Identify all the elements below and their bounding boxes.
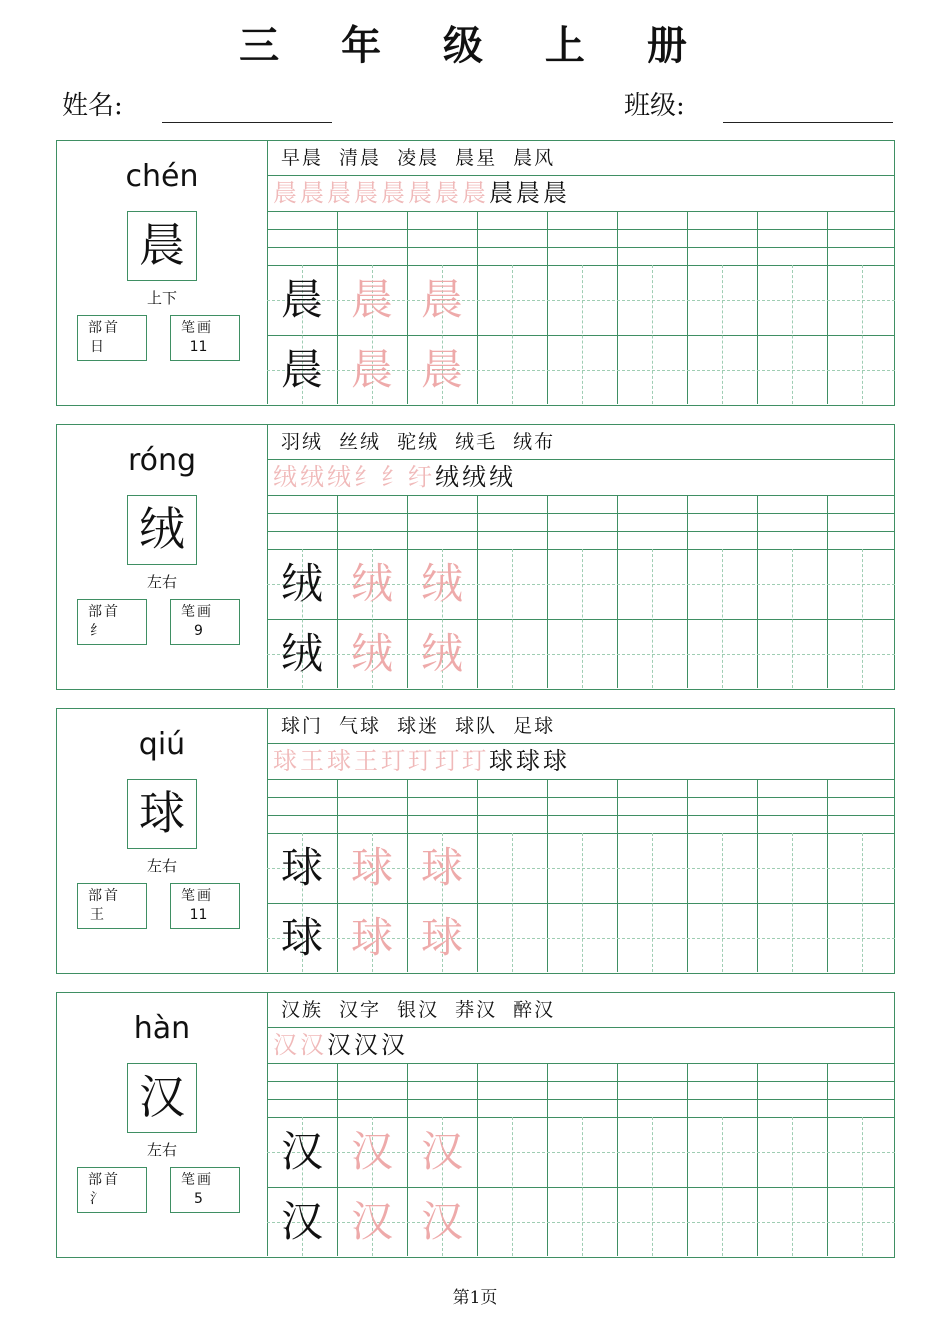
stroke-step: 球 (489, 747, 516, 775)
practice-grid (267, 425, 895, 688)
character-block-4 (56, 992, 895, 1258)
class-line[interactable] (723, 122, 893, 123)
stroke-count-label: 笔画 (181, 320, 213, 336)
practice-grid (267, 993, 895, 1256)
stroke-order (273, 461, 516, 493)
structure-label: 左右 (146, 857, 177, 875)
stroke-count-box (170, 883, 240, 929)
stroke-step: 汉 (300, 1031, 327, 1059)
stroke-count-value: 5 (194, 1191, 203, 1207)
stroke-step: 晨 (381, 179, 408, 207)
character-info-panel (57, 993, 268, 1256)
model-cell: 汉 (280, 1197, 323, 1246)
stroke-step: 王 (354, 747, 381, 775)
stroke-step: 绒 (300, 463, 327, 491)
stroke-step: 玎 (435, 747, 462, 775)
pinyin: hàn (133, 1011, 191, 1046)
radical-value: 氵 (90, 1191, 104, 1207)
stroke-order (273, 1029, 408, 1061)
stroke-step: 纡 (408, 463, 435, 491)
word-list: 羽绒 丝绒 驼绒 绒毛 绒布 (281, 431, 556, 453)
structure-label: 左右 (146, 573, 177, 591)
character-block-3 (56, 708, 895, 974)
stroke-step: 绒 (435, 463, 462, 491)
stroke-step: 晨 (543, 179, 570, 207)
trace-cell[interactable]: 绒 (420, 629, 463, 678)
model-character: 球 (127, 779, 197, 849)
radical-value: 王 (90, 907, 104, 923)
trace-cell[interactable]: 汉 (420, 1197, 463, 1246)
stroke-order (273, 745, 570, 777)
trace-cell[interactable]: 绒 (420, 559, 463, 608)
model-cell: 晨 (280, 275, 323, 324)
stroke-step: 玎 (408, 747, 435, 775)
trace-cell[interactable]: 球 (350, 843, 393, 892)
radical-box (77, 599, 147, 645)
stroke-step: 晨 (327, 179, 354, 207)
character-info-panel (57, 141, 268, 404)
radical-label: 部首 (88, 604, 120, 620)
radical-box (77, 315, 147, 361)
trace-cell[interactable]: 球 (420, 843, 463, 892)
word-list: 早晨 清晨 凌晨 晨星 晨风 (281, 147, 556, 169)
stroke-step: 玎 (381, 747, 408, 775)
stroke-step: 晨 (273, 179, 300, 207)
trace-cell[interactable]: 晨 (420, 345, 463, 394)
radical-label: 部首 (88, 1172, 120, 1188)
trace-cell[interactable]: 绒 (350, 629, 393, 678)
character-info-panel (57, 709, 268, 972)
page-number: 第1页 (452, 1288, 498, 1308)
stroke-step: 晨 (462, 179, 489, 207)
stroke-step: 球 (273, 747, 300, 775)
model-cell: 绒 (280, 559, 323, 608)
trace-cell[interactable]: 汉 (420, 1127, 463, 1176)
model-cell: 绒 (280, 629, 323, 678)
radical-box (77, 1167, 147, 1213)
model-cell: 球 (280, 913, 323, 962)
model-character: 汉 (127, 1063, 197, 1133)
pinyin: róng (127, 443, 197, 478)
pinyin: chén (125, 159, 199, 194)
character-block-2 (56, 424, 895, 690)
class-label: 班级: (624, 91, 685, 121)
stroke-count-box (170, 315, 240, 361)
stroke-step: 球 (516, 747, 543, 775)
stroke-count-box (170, 599, 240, 645)
stroke-step: 球 (327, 747, 354, 775)
model-cell: 汉 (280, 1127, 323, 1176)
model-cell: 球 (280, 843, 323, 892)
radical-label: 部首 (88, 888, 120, 904)
stroke-count-value: 9 (194, 623, 203, 639)
model-character: 绒 (127, 495, 197, 565)
page-title: 三 年 级 上 册 (239, 22, 711, 69)
trace-cell[interactable]: 球 (420, 913, 463, 962)
stroke-step: 晨 (300, 179, 327, 207)
character-block-1 (56, 140, 895, 406)
radical-value: 纟 (90, 623, 104, 639)
word-list: 球门 气球 球迷 球队 足球 (281, 715, 556, 737)
trace-cell[interactable]: 晨 (350, 345, 393, 394)
structure-label: 左右 (146, 1141, 177, 1159)
practice-grid (267, 709, 895, 972)
stroke-step: 汉 (327, 1031, 354, 1059)
model-character: 晨 (127, 211, 197, 281)
stroke-step: 晨 (354, 179, 381, 207)
stroke-count-label: 笔画 (181, 604, 213, 620)
stroke-step: 晨 (408, 179, 435, 207)
radical-label: 部首 (88, 320, 120, 336)
radical-box (77, 883, 147, 929)
name-label: 姓名: (62, 91, 123, 121)
stroke-count-value: 11 (189, 339, 208, 355)
stroke-count-label: 笔画 (181, 1172, 213, 1188)
stroke-step: 纟 (354, 463, 381, 491)
trace-cell[interactable]: 汉 (350, 1197, 393, 1246)
model-cell: 晨 (280, 345, 323, 394)
stroke-step: 王 (300, 747, 327, 775)
stroke-step: 纟 (381, 463, 408, 491)
stroke-step: 绒 (489, 463, 516, 491)
stroke-step: 汉 (273, 1031, 300, 1059)
stroke-step: 绒 (273, 463, 300, 491)
stroke-order (273, 177, 570, 209)
stroke-step: 汉 (354, 1031, 381, 1059)
trace-cell[interactable]: 球 (350, 913, 393, 962)
stroke-count-box (170, 1167, 240, 1213)
structure-label: 上下 (146, 289, 177, 307)
name-line[interactable] (162, 122, 332, 123)
trace-cell[interactable]: 汉 (350, 1127, 393, 1176)
stroke-step: 绒 (327, 463, 354, 491)
practice-grid (267, 141, 895, 404)
stroke-step: 晨 (435, 179, 462, 207)
stroke-step: 晨 (516, 179, 543, 207)
stroke-step: 汉 (381, 1031, 408, 1059)
stroke-step: 球 (543, 747, 570, 775)
stroke-count-value: 11 (189, 907, 208, 923)
stroke-step: 玎 (462, 747, 489, 775)
stroke-count-label: 笔画 (181, 888, 213, 904)
trace-cell[interactable]: 晨 (420, 275, 463, 324)
trace-cell[interactable]: 晨 (350, 275, 393, 324)
radical-value: 日 (90, 339, 104, 355)
trace-cell[interactable]: 绒 (350, 559, 393, 608)
character-info-panel (57, 425, 268, 688)
stroke-step: 绒 (462, 463, 489, 491)
stroke-step: 晨 (489, 179, 516, 207)
pinyin: qiú (138, 727, 186, 762)
word-list: 汉族 汉字 银汉 莽汉 醉汉 (281, 999, 556, 1021)
